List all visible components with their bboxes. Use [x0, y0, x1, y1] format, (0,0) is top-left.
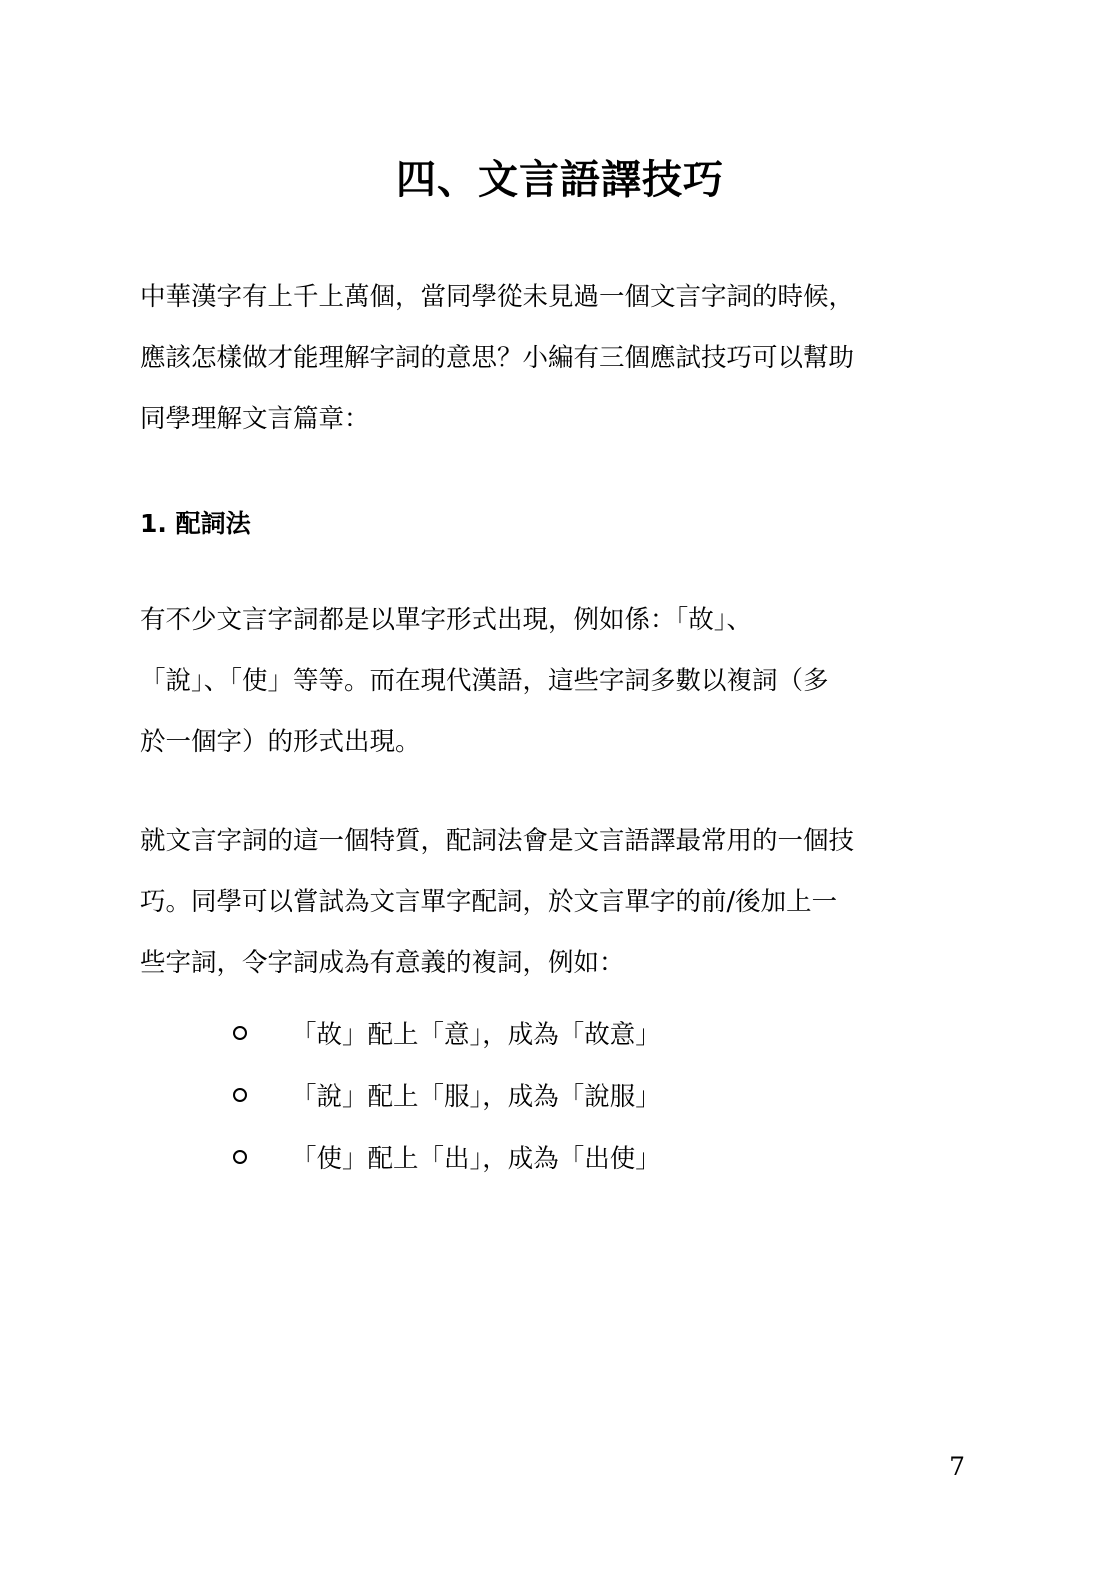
- circle-bullet-icon: [233, 1150, 247, 1164]
- example-text: 「故」配上「意」，成為「故意」: [291, 1020, 661, 1050]
- section-paragraph-1-line-2: 「說」、「使」等等。而在現代漢語，這些字詞多數以複詞（多: [140, 666, 829, 696]
- section-paragraph-1-line-1: 有不少文言字詞都是以單字形式出現，例如係：「故」、: [140, 605, 753, 635]
- section-paragraph-2: [140, 811, 980, 994]
- intro-paragraph: [140, 267, 980, 450]
- list-item: [228, 1126, 661, 1188]
- circle-bullet-icon: [233, 1026, 247, 1040]
- example-text: 「使」配上「出」，成為「出使」: [291, 1144, 661, 1174]
- intro-line-1: 中華漢字有上千上萬個，當同學從未見過一個文言字詞的時候，: [140, 282, 855, 312]
- page-number: 7: [949, 1452, 965, 1481]
- section-paragraph-1: [140, 590, 980, 773]
- section-paragraph-2-line-3: 些字詞，令字詞成為有意義的複詞，例如：: [140, 948, 625, 978]
- page-title: 四、文言語譯技巧: [396, 157, 724, 203]
- example-list: [228, 1002, 661, 1188]
- section-heading: 1. 配詞法: [140, 509, 251, 538]
- section-paragraph-2-line-2: 巧。同學可以嘗試為文言單字配詞，於文言單字的前/後加上一: [140, 887, 838, 917]
- list-item: [228, 1064, 661, 1126]
- intro-line-2: 應該怎樣做才能理解字詞的意思？小編有三個應試技巧可以幫助: [140, 343, 855, 373]
- section-paragraph-1-line-3: 於一個字）的形式出現。: [140, 727, 421, 757]
- example-text: 「說」配上「服」，成為「說服」: [291, 1082, 661, 1112]
- intro-line-3: 同學理解文言篇章：: [140, 404, 370, 434]
- list-item: [228, 1002, 661, 1064]
- circle-bullet-icon: [233, 1088, 247, 1102]
- section-paragraph-2-line-1: 就文言字詞的這一個特質，配詞法會是文言語譯最常用的一個技: [140, 826, 855, 856]
